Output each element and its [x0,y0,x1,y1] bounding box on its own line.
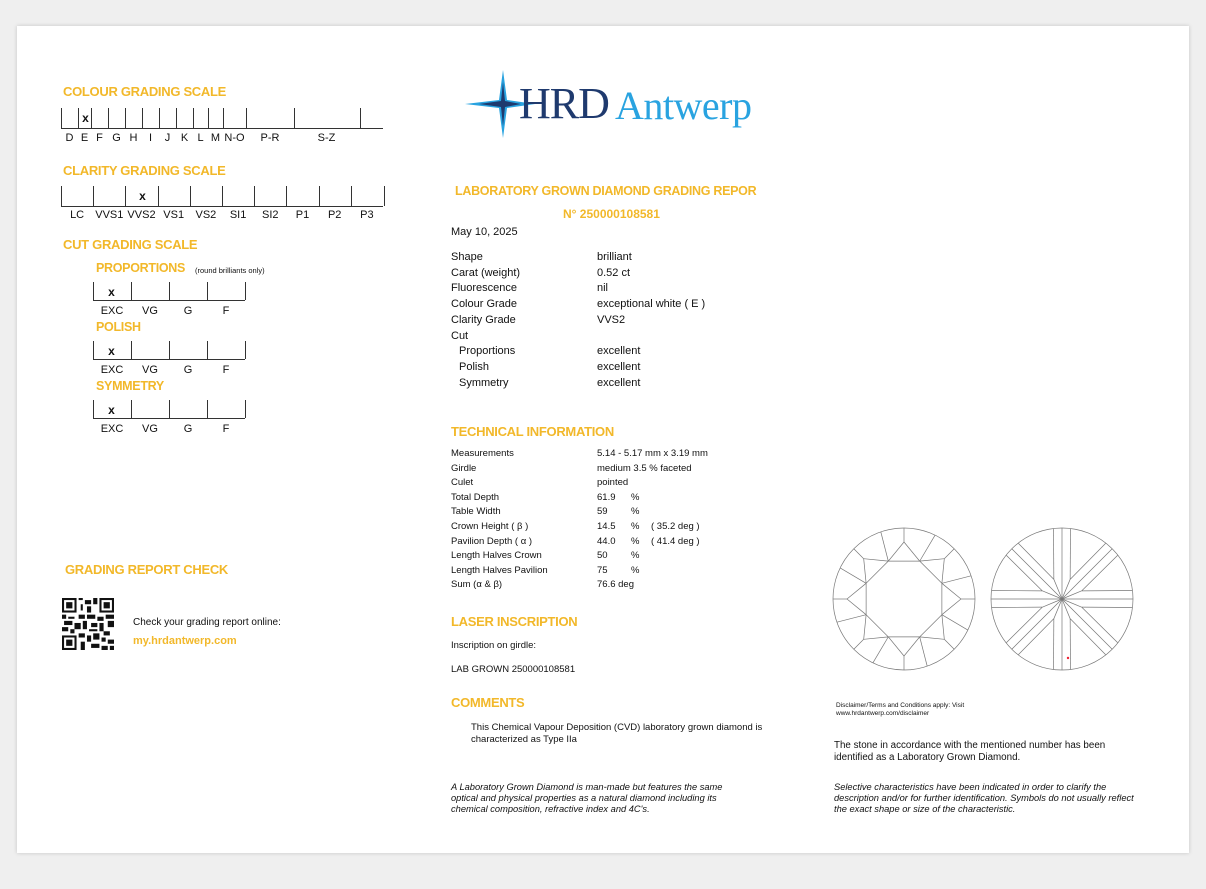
report-check-text: Check your grading report online: [133,617,281,628]
detail-label: Fluorescence [451,282,518,294]
technical-value: pointed [597,477,629,489]
detail-label: Shape [451,251,483,263]
cut-scale-title: CUT GRADING SCALE [63,237,198,252]
cut-grade-mark: x [108,403,115,417]
logo-hrd-text: HRD [519,79,609,128]
qr-code-icon[interactable] [62,598,114,650]
clarity-scale-cell [93,186,126,206]
clarity-scale-cell [190,186,223,206]
colour-scale-cell [91,108,109,128]
technical-label: Crown Height ( β ) [451,521,529,532]
technical-value: 76.6 deg [597,579,634,591]
cut-scale-cell [169,400,207,418]
technical-unit: % [631,506,640,518]
polish-title: POLISH [96,320,141,334]
detail-label: Clarity Grade [451,314,516,326]
technical-value: 50 [597,550,608,562]
laser-title: LASER INSCRIPTION [451,614,578,629]
pavilion-diagram [987,524,1137,674]
disclaimer-line2[interactable]: www.hrdantwerp.com/disclaimer [836,710,930,717]
logo-antwerp-text: Antwerp [615,83,752,128]
clarity-scale-label: LC [70,209,85,221]
colour-scale-cell [125,108,143,128]
cut-scale-label: EXC [100,305,124,317]
colour-scale-label: H [129,132,138,144]
clarity-scale-cell [319,186,352,206]
cut-scale-label: VG [142,423,158,435]
technical-unit: % [631,564,640,576]
colour-scale-title: COLOUR GRADING SCALE [63,84,227,99]
colour-scale-label: L [197,132,204,144]
clarity-scale-label: P1 [295,209,310,221]
cut-scale-label: G [183,423,193,435]
technical-unit: % [631,550,640,562]
technical-label: Sum (α & β) [451,579,503,591]
colour-scale-cell [159,108,177,128]
technical-extra: ( 41.4 deg ) [651,535,700,547]
report-check-link[interactable]: my.hrdantwerp.com [133,635,237,647]
cut-scale-cell [131,400,169,418]
colour-scale-label: G [112,132,121,144]
clarity-scale-cell [286,186,319,206]
detail-value: exceptional white ( E ) [597,298,706,310]
clarity-scale [61,186,383,207]
clarity-scale-label: SI2 [262,209,279,221]
cut-scale-cell [169,341,207,359]
clarity-scale-cell [222,186,255,206]
detail-value: excellent [597,361,641,373]
colour-scale-cell [223,108,247,128]
detail-label: Symmetry [459,377,509,389]
report-date: May 10, 2025 [451,226,518,238]
clarity-scale-label: VVS1 [95,209,124,221]
clarity-scale-label: SI1 [229,209,247,221]
clarity-scale-cell [351,186,385,206]
technical-value: 59 [597,506,608,518]
detail-value: excellent [597,345,641,357]
clarity-scale-cell [61,186,94,206]
proportions-note: (round brilliants only) [195,266,265,275]
colour-scale-label: M [210,132,221,144]
technical-value: 14.5 [597,521,616,532]
technical-label: Pavilion Depth ( α ) [451,535,532,547]
report-title: LABORATORY GROWN DIAMOND GRADING REPOR [455,184,757,198]
detail-value: nil [597,282,609,294]
clarity-scale-label: P3 [360,209,374,221]
proportions-title: PROPORTIONS [96,261,186,275]
cut-scale-label: F [222,305,230,317]
colour-scale-label: E [80,132,89,144]
technical-label: Girdle [451,462,477,474]
technical-unit: % [631,535,640,547]
clarity-scale-cell [254,186,287,206]
cut-scale-cell [207,341,246,359]
colour-scale-cell [208,108,224,128]
colour-scale-cell [142,108,160,128]
colour-scale-cell [246,108,295,128]
detail-value: brilliant [597,251,632,263]
footnote-right: Selective characteristics have been indicated in order to clarify the description and/or for further identification. Symbols do not usually reflect the exact shape or size of the characteristic. [834,782,1134,814]
cut-grade-mark: x [108,285,115,299]
laser-label: Inscription on girdle: [451,640,537,651]
cut-scale-label: VG [142,364,158,376]
comments-title: COMMENTS [451,695,525,710]
clarity-scale-cell [125,186,158,206]
polish-scale [93,341,245,360]
disclaimer-line1: Disclaimer/Terms and Conditions apply: Visit [836,702,965,709]
detail-label: Polish [459,361,489,373]
colour-scale-cell [78,108,92,128]
technical-unit: % [631,521,640,532]
hrd-logo [465,68,770,140]
colour-scale-label: S-Z [317,132,336,144]
cut-scale-label: EXC [100,423,124,435]
colour-scale-label: K [180,132,189,144]
technical-label: Culet [451,477,474,489]
colour-scale-label: F [96,132,103,144]
technical-value: medium 3.5 % faceted [597,462,692,474]
cut-grade-mark: x [108,344,115,358]
lab-grown-statement: The stone in accordance with the mentioned number has been identified as a Laboratory Grown Diamond. [834,740,1106,763]
detail-value: excellent [597,377,641,389]
colour-scale-label: J [164,132,171,144]
technical-value: 5.14 - 5.17 mm x 3.19 mm [597,448,708,459]
cut-scale-label: EXC [100,364,124,376]
clarity-scale-label: VS1 [163,209,185,221]
footnote-left: A Laboratory Grown Diamond is man-made but features the same optical and physical properties as a natural diamond including its chemical composition, refractive index and 4C's. [451,782,723,814]
colour-grade-mark: x [82,111,89,125]
technical-value: 61.9 [597,491,616,503]
technical-value: 75 [597,564,608,576]
colour-scale [61,108,383,129]
technical-unit: % [631,491,640,503]
comments-text: This Chemical Vapour Deposition (CVD) laboratory grown diamond is characterized as Type IIa [471,722,763,745]
cut-scale-cell [207,282,246,300]
report-page [17,26,1189,853]
detail-label: Carat (weight) [451,267,521,279]
clarity-grade-mark: x [139,189,146,203]
technical-value: 44.0 [597,535,616,547]
symmetry-title: SYMMETRY [96,379,164,393]
colour-scale-label: N-O [224,132,245,144]
detail-label: Proportions [459,345,516,357]
cut-scale-label: F [222,364,230,376]
crown-diagram [829,524,979,674]
colour-scale-cell [108,108,126,128]
clarity-scale-cell [158,186,191,206]
cut-scale-cell [169,282,207,300]
proportions-scale [93,282,245,301]
report-number: N° 250000108581 [563,207,660,221]
cut-scale-label: G [183,364,193,376]
cut-scale-label: VG [142,305,158,317]
technical-extra: ( 35.2 deg ) [651,521,700,532]
technical-label: Length Halves Crown [451,550,542,562]
colour-scale-label: I [148,132,153,144]
colour-scale-cell [193,108,209,128]
cut-scale-cell [207,400,246,418]
colour-scale-cell [294,108,361,128]
cut-scale-label: G [183,305,193,317]
cut-scale-label: F [222,423,230,435]
clarity-scale-label: VS2 [195,209,217,221]
technical-title: TECHNICAL INFORMATION [451,424,614,439]
colour-scale-cell [176,108,194,128]
colour-scale-label: D [65,132,74,144]
clarity-scale-label: P2 [327,209,342,221]
laser-value: LAB GROWN 250000108581 [451,664,576,675]
detail-label: Colour Grade [451,298,518,310]
cut-scale-cell [131,341,169,359]
clarity-scale-title: CLARITY GRADING SCALE [63,163,226,178]
detail-label: Cut [451,330,469,342]
detail-value: VVS2 [597,314,626,326]
colour-scale-label: P-R [260,132,280,144]
colour-scale-cell [61,108,79,128]
inclusion-marker [1067,657,1069,659]
symmetry-scale [93,400,245,419]
technical-label: Measurements [451,448,514,459]
report-check-title: GRADING REPORT CHECK [65,562,229,577]
cut-scale-cell [131,282,169,300]
clarity-scale-label: VVS2 [127,209,156,221]
detail-value: 0.52 ct [597,267,631,279]
technical-label: Total Depth [451,491,500,503]
technical-label: Length Halves Pavilion [451,564,548,576]
technical-label: Table Width [451,506,501,518]
